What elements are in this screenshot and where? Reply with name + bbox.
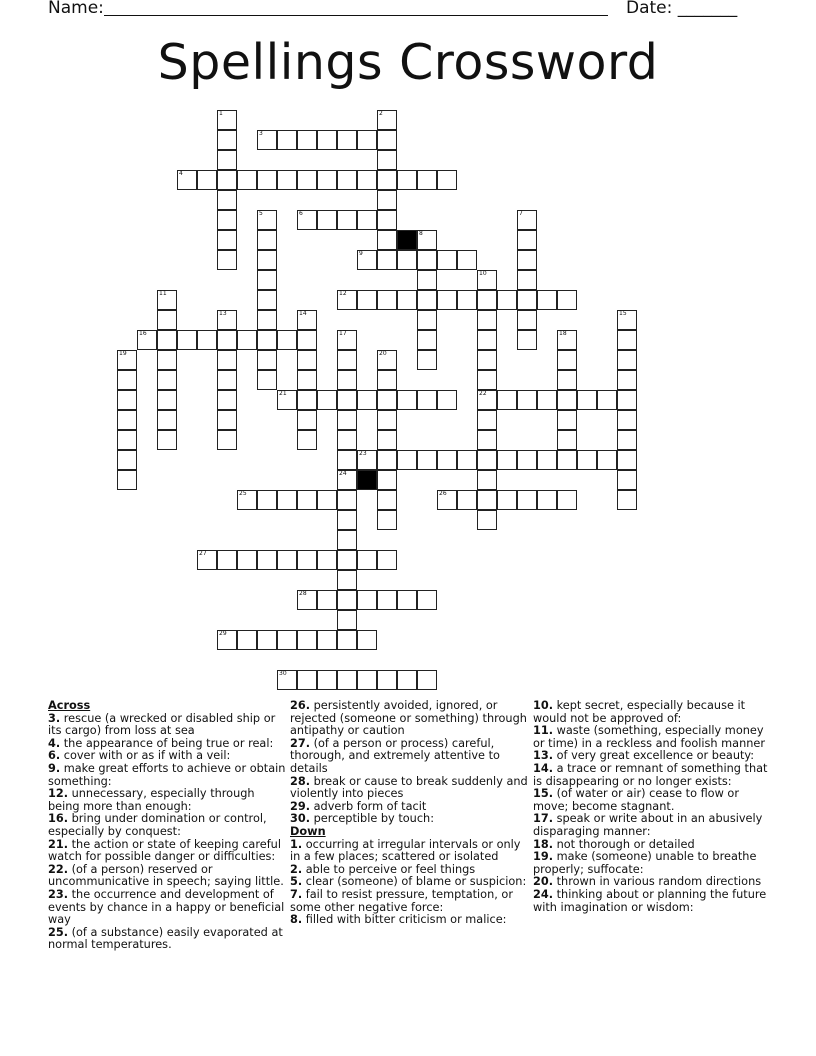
grid-cell[interactable] — [117, 370, 137, 390]
grid-cell[interactable] — [437, 390, 457, 410]
grid-cell[interactable] — [297, 130, 317, 150]
grid-cell[interactable] — [337, 210, 357, 230]
grid-cell[interactable] — [257, 630, 277, 650]
clue-column-2 — [290, 700, 528, 927]
grid-cell[interactable] — [257, 230, 277, 250]
clue-column-1 — [48, 700, 286, 952]
grid-cell[interactable] — [557, 490, 577, 510]
black-square — [397, 230, 417, 250]
clue-number: 29 — [219, 630, 227, 637]
page-title: Spellings Crossword — [157, 34, 659, 91]
grid-cell[interactable] — [617, 430, 637, 450]
clue-down-7: 7. fail to resist pressure, temptation, or some other negative force: — [290, 887, 513, 914]
grid-cell[interactable] — [117, 350, 137, 370]
grid-cell[interactable] — [257, 350, 277, 370]
clue-number: 9 — [359, 250, 363, 257]
across-heading: Across — [48, 699, 91, 712]
grid-cell[interactable] — [377, 210, 397, 230]
clue-down-2: 2. able to perceive or feel things — [290, 862, 476, 876]
grid-cell[interactable] — [517, 210, 537, 230]
grid-cell[interactable] — [317, 630, 337, 650]
clue-down-14: 14. a trace or remnant of something that is disappearing or no longer exists: — [533, 761, 768, 788]
grid-cell[interactable] — [377, 430, 397, 450]
clue-number: 25 — [239, 490, 247, 497]
grid-cell[interactable] — [277, 550, 297, 570]
clue-across-3: 3. rescue (a wrecked or disabled ship or its cargo) from loss at sea — [48, 711, 276, 738]
grid-cell[interactable] — [477, 410, 497, 430]
clue-across-28: 28. break or cause to break suddenly and violently into pieces — [290, 774, 528, 801]
grid-cell[interactable] — [357, 550, 377, 570]
grid-cell[interactable] — [217, 250, 237, 270]
clue-number: 11 — [159, 290, 167, 297]
grid-cell[interactable] — [317, 590, 337, 610]
grid-cell[interactable] — [277, 490, 297, 510]
grid-cell[interactable] — [417, 350, 437, 370]
grid-cell[interactable] — [557, 370, 577, 390]
grid-cell[interactable] — [157, 430, 177, 450]
grid-cell[interactable] — [377, 350, 397, 370]
clue-number: 16 — [139, 330, 147, 337]
clue-number: 21 — [279, 390, 287, 397]
grid-cell[interactable] — [617, 470, 637, 490]
grid-cell[interactable] — [337, 390, 357, 410]
grid-cell[interactable] — [477, 510, 497, 530]
grid-cell[interactable] — [477, 310, 497, 330]
grid-cell[interactable] — [277, 170, 297, 190]
grid-cell[interactable] — [297, 410, 317, 430]
grid-cell[interactable] — [437, 450, 457, 470]
grid-cell[interactable] — [617, 390, 637, 410]
clue-number: 10 — [479, 270, 487, 277]
grid-cell[interactable] — [617, 350, 637, 370]
grid-cell[interactable] — [117, 470, 137, 490]
grid-cell[interactable] — [117, 410, 137, 430]
grid-cell[interactable] — [157, 290, 177, 310]
grid-cell[interactable] — [117, 430, 137, 450]
grid-cell[interactable] — [217, 190, 237, 210]
clue-down-18: 18. not thorough or detailed — [533, 837, 695, 851]
grid-cell[interactable] — [377, 170, 397, 190]
grid-cell[interactable] — [477, 390, 497, 410]
grid-cell[interactable] — [217, 110, 237, 130]
grid-cell[interactable] — [337, 630, 357, 650]
clue-number: 6 — [299, 210, 303, 217]
grid-cell[interactable] — [477, 470, 497, 490]
grid-cell[interactable] — [517, 490, 537, 510]
grid-cell[interactable] — [177, 330, 197, 350]
grid-cell[interactable] — [217, 370, 237, 390]
grid-cell[interactable] — [237, 630, 257, 650]
grid-cell[interactable] — [257, 250, 277, 270]
grid-cell[interactable] — [277, 630, 297, 650]
grid-cell[interactable] — [577, 450, 597, 470]
grid-cell[interactable] — [237, 490, 257, 510]
grid-cell[interactable] — [377, 150, 397, 170]
grid-cell[interactable] — [377, 550, 397, 570]
grid-cell[interactable] — [277, 390, 297, 410]
grid-cell[interactable] — [217, 550, 237, 570]
clue-down-15: 15. (of water or air) cease to flow or move; become stagnant. — [533, 787, 739, 813]
grid-cell[interactable] — [537, 290, 557, 310]
grid-cell[interactable] — [617, 410, 637, 430]
grid-cell[interactable] — [397, 590, 417, 610]
grid-cell[interactable] — [477, 370, 497, 390]
clue-number: 3 — [259, 130, 263, 137]
clue-across-22: 22. (of a person) reserved or uncommunicative in speech; saying little. — [48, 862, 284, 889]
grid-cell[interactable] — [337, 550, 357, 570]
grid-cell[interactable] — [497, 390, 517, 410]
clue-number: 8 — [419, 230, 423, 237]
grid-cell[interactable] — [317, 130, 337, 150]
grid-cell[interactable] — [337, 510, 357, 530]
grid-cell[interactable] — [457, 290, 477, 310]
grid-cell[interactable] — [557, 390, 577, 410]
clue-across-4: 4. the appearance of being true or real: — [48, 736, 274, 750]
grid-cell[interactable] — [337, 350, 357, 370]
grid-cell[interactable] — [217, 630, 237, 650]
grid-cell[interactable] — [337, 670, 357, 690]
clue-across-29: 29. adverb form of tacit — [290, 799, 427, 813]
grid-cell[interactable] — [157, 310, 177, 330]
grid-cell[interactable] — [257, 270, 277, 290]
grid-cell[interactable] — [417, 290, 437, 310]
grid-cell[interactable] — [377, 590, 397, 610]
clue-number: 14 — [299, 310, 307, 317]
grid-cell[interactable] — [297, 310, 317, 330]
grid-cell[interactable] — [357, 670, 377, 690]
grid-cell[interactable] — [317, 210, 337, 230]
grid-cell[interactable] — [377, 130, 397, 150]
grid-cell[interactable] — [257, 130, 277, 150]
grid-cell[interactable] — [217, 310, 237, 330]
grid-cell[interactable] — [297, 670, 317, 690]
clue-number: 17 — [339, 330, 347, 337]
clue-across-23: 23. the occurrence and development of events by chance in a happy or beneficial way — [48, 887, 285, 927]
grid-cell[interactable] — [317, 170, 337, 190]
grid-cell[interactable] — [457, 490, 477, 510]
grid-cell[interactable] — [497, 490, 517, 510]
grid-cell[interactable] — [217, 410, 237, 430]
grid-cell[interactable] — [597, 450, 617, 470]
grid-cell[interactable] — [397, 170, 417, 190]
grid-cell[interactable] — [337, 410, 357, 430]
grid-cell[interactable] — [377, 230, 397, 250]
grid-cell[interactable] — [417, 310, 437, 330]
grid-cell[interactable] — [357, 450, 377, 470]
clue-number: 2 — [379, 110, 383, 117]
grid-cell[interactable] — [297, 170, 317, 190]
grid-cell[interactable] — [617, 330, 637, 350]
grid-cell[interactable] — [157, 370, 177, 390]
grid-cell[interactable] — [297, 370, 317, 390]
clue-across-27: 27. (of a person or process) careful, thorough, and extremely attentive to details — [290, 736, 500, 775]
clue-down-1: 1. occurring at irregular intervals or only in a few places; scattered or isolated — [290, 837, 521, 864]
clue-down-17: 17. speak or write about in an abusively disparaging manner: — [533, 812, 763, 838]
grid-cell[interactable] — [497, 450, 517, 470]
clue-number: 20 — [379, 350, 387, 357]
grid-cell[interactable] — [557, 410, 577, 430]
grid-cell[interactable] — [497, 290, 517, 310]
clue-down-13: 13. of very great excellence or beauty: — [533, 749, 755, 763]
clue-number: 15 — [619, 310, 627, 317]
grid-cell[interactable] — [237, 330, 257, 350]
grid-cell[interactable] — [297, 330, 317, 350]
grid-cell[interactable] — [377, 190, 397, 210]
grid-cell[interactable] — [217, 130, 237, 150]
grid-cell[interactable] — [237, 550, 257, 570]
grid-cell[interactable] — [617, 490, 637, 510]
grid-cell[interactable] — [217, 230, 237, 250]
grid-cell[interactable] — [117, 390, 137, 410]
grid-cell[interactable] — [197, 170, 217, 190]
clue-number: 7 — [519, 210, 523, 217]
clue-down-8: 8. filled with bitter criticism or malice: — [290, 913, 507, 927]
grid-cell[interactable] — [377, 670, 397, 690]
grid-cell[interactable] — [377, 290, 397, 310]
grid-cell[interactable] — [577, 390, 597, 410]
grid-cell[interactable] — [337, 470, 357, 490]
grid-cell[interactable] — [297, 390, 317, 410]
grid-cell[interactable] — [317, 390, 337, 410]
grid-cell[interactable] — [557, 450, 577, 470]
grid-cell[interactable] — [517, 310, 537, 330]
grid-cell[interactable] — [437, 170, 457, 190]
clue-number: 30 — [279, 670, 287, 677]
grid-cell[interactable] — [217, 210, 237, 230]
grid-cell[interactable] — [357, 390, 377, 410]
clue-number: 5 — [259, 210, 263, 217]
grid-cell[interactable] — [337, 570, 357, 590]
grid-cell[interactable] — [477, 350, 497, 370]
grid-cell[interactable] — [457, 450, 477, 470]
clue-number: 26 — [439, 490, 447, 497]
grid-cell[interactable] — [337, 290, 357, 310]
grid-cell[interactable] — [377, 450, 397, 470]
grid-cell[interactable] — [197, 550, 217, 570]
grid-cell[interactable] — [517, 450, 537, 470]
grid-cell[interactable] — [297, 350, 317, 370]
clue-down-24: 24. thinking about or planning the future with imagination or wisdom: — [533, 887, 767, 914]
grid-cell[interactable] — [297, 550, 317, 570]
grid-cell[interactable] — [337, 130, 357, 150]
grid-cell[interactable] — [397, 290, 417, 310]
grid-cell[interactable] — [357, 210, 377, 230]
grid-cell[interactable] — [477, 290, 497, 310]
grid-cell[interactable] — [317, 490, 337, 510]
clue-down-11: 11. waste (something, especially money or time) in a reckless and foolish manner — [533, 724, 766, 750]
clue-down-20: 20. thrown in various random directions — [533, 875, 762, 889]
black-square — [357, 470, 377, 490]
grid-cell[interactable] — [337, 430, 357, 450]
grid-cell[interactable] — [217, 170, 237, 190]
grid-cell[interactable] — [597, 390, 617, 410]
grid-cell[interactable] — [457, 250, 477, 270]
clue-across-21: 21. the action or state of keeping careful watch for possible danger or difficulties: — [48, 837, 281, 864]
grid-cell[interactable] — [277, 670, 297, 690]
grid-cell[interactable] — [337, 610, 357, 630]
grid-cell[interactable] — [257, 210, 277, 230]
grid-cell[interactable] — [417, 390, 437, 410]
grid-cell[interactable] — [377, 410, 397, 430]
clue-across-25: 25. (of a substance) easily evaporated at normal temperatures. — [48, 925, 283, 952]
grid-cell[interactable] — [377, 370, 397, 390]
clue-number: 1 — [219, 110, 223, 117]
clue-across-16: 16. bring under domination or control, especially by conquest: — [48, 812, 267, 838]
grid-cell[interactable] — [477, 270, 497, 290]
grid-cell[interactable] — [357, 170, 377, 190]
clue-number: 27 — [199, 550, 207, 557]
grid-cell[interactable] — [217, 330, 237, 350]
grid-cell[interactable] — [297, 630, 317, 650]
grid-cell[interactable] — [217, 350, 237, 370]
grid-cell[interactable] — [217, 390, 237, 410]
grid-cell[interactable] — [357, 590, 377, 610]
grid-cell[interactable] — [337, 490, 357, 510]
grid-cell[interactable] — [257, 330, 277, 350]
grid-cell[interactable] — [397, 670, 417, 690]
grid-cell[interactable] — [277, 330, 297, 350]
grid-cell[interactable] — [377, 250, 397, 270]
clue-number: 12 — [339, 290, 347, 297]
clue-number: 24 — [339, 470, 347, 477]
clue-number: 19 — [119, 350, 127, 357]
grid-cell[interactable] — [297, 590, 317, 610]
grid-cell[interactable] — [177, 170, 197, 190]
grid-cell[interactable] — [257, 170, 277, 190]
grid-cell[interactable] — [477, 450, 497, 470]
grid-cell[interactable] — [557, 430, 577, 450]
grid-cell[interactable] — [537, 490, 557, 510]
grid-cell[interactable] — [217, 430, 237, 450]
grid-cell[interactable] — [217, 150, 237, 170]
date-label: Date: _______ — [626, 0, 738, 18]
grid-cell[interactable] — [557, 330, 577, 350]
clue-down-10: 10. kept secret, especially because it would not be approved of: — [533, 699, 746, 725]
grid-cell[interactable] — [417, 670, 437, 690]
grid-cell[interactable] — [337, 450, 357, 470]
grid-cell[interactable] — [517, 270, 537, 290]
grid-cell[interactable] — [617, 370, 637, 390]
grid-cell[interactable] — [297, 490, 317, 510]
clue-number: 13 — [219, 310, 227, 317]
clue-number: 22 — [479, 390, 487, 397]
grid-cell[interactable] — [257, 490, 277, 510]
grid-cell[interactable] — [477, 490, 497, 510]
grid-cell[interactable] — [437, 290, 457, 310]
clue-number: 4 — [179, 170, 183, 177]
grid-cell[interactable] — [557, 290, 577, 310]
clue-across-6: 6. cover with or as if with a veil: — [48, 749, 231, 763]
grid-cell[interactable] — [517, 290, 537, 310]
grid-cell[interactable] — [377, 110, 397, 130]
grid-cell[interactable] — [417, 330, 437, 350]
grid-cell[interactable] — [337, 170, 357, 190]
grid-cell[interactable] — [517, 230, 537, 250]
grid-cell[interactable] — [377, 490, 397, 510]
clue-across-26: 26. persistently avoided, ignored, or rejected (someone or something) through antipathy or caution — [290, 699, 527, 738]
grid-cell[interactable] — [397, 390, 417, 410]
clue-across-9: 9. make great efforts to achieve or obtain something: — [48, 761, 286, 788]
grid-cell[interactable] — [357, 630, 377, 650]
grid-cell[interactable] — [357, 250, 377, 270]
grid-cell[interactable] — [417, 230, 437, 250]
grid-cell[interactable] — [397, 450, 417, 470]
grid-cell[interactable] — [157, 350, 177, 370]
grid-cell[interactable] — [437, 250, 457, 270]
clue-column-3 — [533, 700, 771, 914]
grid-cell[interactable] — [277, 130, 297, 150]
grid-cell[interactable] — [377, 510, 397, 530]
grid-cell[interactable] — [257, 290, 277, 310]
grid-cell[interactable] — [237, 170, 257, 190]
grid-cell[interactable] — [337, 370, 357, 390]
grid-cell[interactable] — [257, 370, 277, 390]
grid-cell[interactable] — [477, 430, 497, 450]
clue-number: 23 — [359, 450, 367, 457]
grid-cell[interactable] — [477, 330, 497, 350]
clue-across-12: 12. unnecessary, especially through being more than enough: — [48, 787, 255, 813]
grid-cell[interactable] — [297, 430, 317, 450]
down-heading: Down — [290, 824, 326, 838]
clue-down-19: 19. make (someone) unable to breathe properly; suffocate: — [533, 850, 757, 876]
grid-cell[interactable] — [417, 270, 437, 290]
grid-cell[interactable] — [257, 550, 277, 570]
grid-cell[interactable] — [357, 290, 377, 310]
grid-cell[interactable] — [437, 490, 457, 510]
grid-cell[interactable] — [537, 450, 557, 470]
grid-cell[interactable] — [317, 550, 337, 570]
clue-number: 18 — [559, 330, 567, 337]
grid-cell[interactable] — [337, 530, 357, 550]
grid-cell[interactable] — [257, 310, 277, 330]
grid-cell[interactable] — [337, 330, 357, 350]
grid-cell[interactable] — [197, 330, 217, 350]
grid-cell[interactable] — [137, 330, 157, 350]
grid-cell[interactable] — [397, 250, 417, 270]
grid-cell[interactable] — [297, 210, 317, 230]
name-label: Name: — [48, 0, 104, 18]
grid-cell[interactable] — [417, 450, 437, 470]
grid-cell[interactable] — [337, 590, 357, 610]
clue-across-30: 30. perceptible by touch: — [290, 812, 435, 826]
grid-cell[interactable] — [157, 410, 177, 430]
grid-cell[interactable] — [617, 450, 637, 470]
grid-cell[interactable] — [117, 450, 137, 470]
grid-cell[interactable] — [417, 590, 437, 610]
grid-cell[interactable] — [417, 250, 437, 270]
grid-cell[interactable] — [377, 470, 397, 490]
grid-cell[interactable] — [417, 170, 437, 190]
grid-cell[interactable] — [517, 330, 537, 350]
grid-cell[interactable] — [517, 250, 537, 270]
grid-cell[interactable] — [157, 330, 177, 350]
grid-cell[interactable] — [377, 390, 397, 410]
grid-cell[interactable] — [357, 130, 377, 150]
grid-cell[interactable] — [617, 310, 637, 330]
grid-cell[interactable] — [157, 390, 177, 410]
clue-number: 28 — [299, 590, 307, 597]
clue-down-5: 5. clear (someone) of blame or suspicion: — [290, 875, 527, 889]
grid-cell[interactable] — [537, 390, 557, 410]
grid-cell[interactable] — [517, 390, 537, 410]
grid-cell[interactable] — [557, 350, 577, 370]
grid-cell[interactable] — [317, 670, 337, 690]
